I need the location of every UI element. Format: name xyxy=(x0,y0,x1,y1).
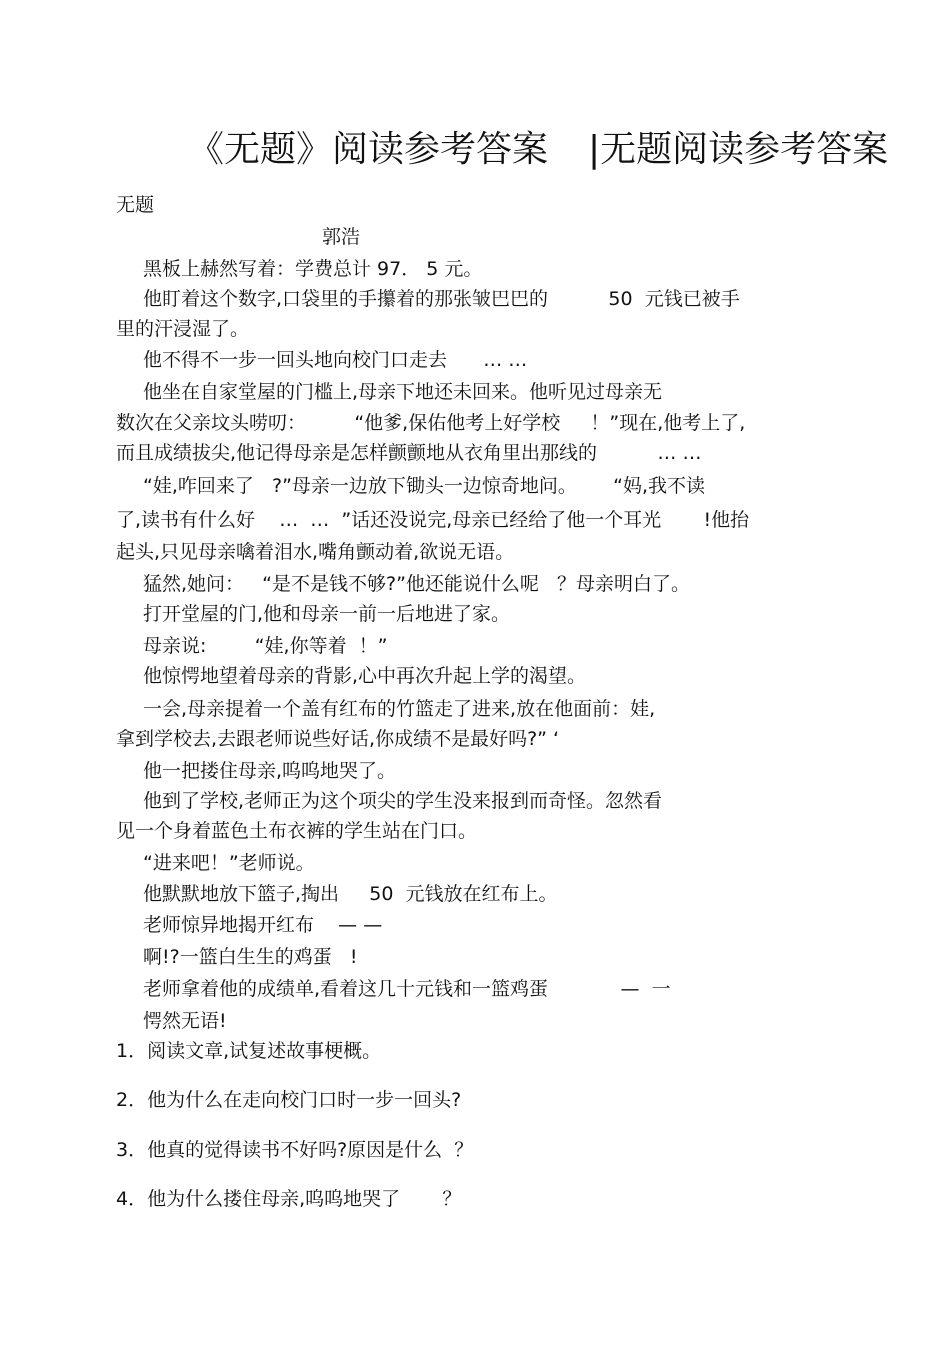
body-line: 里的汗浸湿了。 xyxy=(116,318,250,340)
body-line: 他一把搂住母亲,呜呜地哭了。 xyxy=(143,760,397,782)
question-item: 4．他为什么搂住母亲,呜呜地哭了 ？ xyxy=(116,1188,462,1210)
body-line: 拿到学校去,去跟老师说些好话,你成绩不是最好吗?” ‘ xyxy=(116,728,560,750)
body-line: 他不得不一步一回头地向校门口走去 … … xyxy=(143,349,528,371)
body-line: 老师惊异地揭开红布 — — xyxy=(143,914,383,936)
body-line: 猛然,她问： “是不是钱不够?”他还能说什么呢 ？母亲明白了。 xyxy=(143,573,691,595)
page-title-part-1: 《无题》阅读参考答案 xyxy=(188,129,549,170)
body-line: 了,读书有什么好 … … ”话还没说完,母亲已经给了他一个耳光 !他抬 xyxy=(116,509,750,531)
question-item: 3．他真的觉得读书不好吗?原因是什么 ？ xyxy=(116,1139,474,1161)
body-line: 他惊愕地望着母亲的背影,心中再次升起上学的渴望。 xyxy=(143,665,587,687)
question-item: 1．阅读文章,试复述故事梗概。 xyxy=(116,1040,382,1062)
body-line: 数次在父亲坟头唠叨： “他爹,保佑他考上好学校 ！”现在,他考上了, xyxy=(116,412,746,434)
body-line: 打开堂屋的门,他和母亲一前一后地进了家。 xyxy=(143,603,511,625)
body-line: “娃,咋回来了 ?”母亲一边放下锄头一边惊奇地问。 “妈,我不读 xyxy=(143,475,706,497)
page-title-part-2: |无题阅读参考答案 xyxy=(588,129,889,170)
body-line: 一会,母亲提着一个盖有红布的竹篮走了进来,放在他面前：娃, xyxy=(143,698,656,720)
question-item: 2．他为什么在走向校门口时一步一回头? xyxy=(116,1089,462,1111)
body-line: 起头,只见母亲噙着泪水,嘴角颤动着,欲说无语。 xyxy=(116,541,515,563)
author-name: 郭浩 xyxy=(322,226,361,248)
body-line: 老师拿着他的成绩单,看着这几十元钱和一篮鸡蛋 — 一 xyxy=(143,978,671,1000)
body-line: 见一个身着蓝色土布衣裤的学生站在门口。 xyxy=(116,820,478,842)
body-line: 而且成绩拔尖,他记得母亲是怎样颤颤地从衣角里出那线的 … … xyxy=(116,442,702,464)
body-line: 黑板上赫然写着：学费总计 97． 5 元。 xyxy=(143,258,483,280)
body-line: “进来吧！”老师说。 xyxy=(143,852,315,874)
body-line: 啊!?一篮白生生的鸡蛋 ! xyxy=(143,946,358,968)
body-line: 他盯着这个数字,口袋里的手攥着的那张皱巴巴的 50 元钱已被手 xyxy=(143,288,740,310)
body-line: 他到了学校,老师正为这个项尖的学生没来报到而奇怪。忽然看 xyxy=(143,790,663,812)
article-title: 无题 xyxy=(116,194,155,216)
body-line: 愕然无语! xyxy=(143,1010,227,1032)
body-line: 母亲说: “娃,你等着 ！” xyxy=(143,635,388,657)
body-line: 他默默地放下篮子,掏出 50 元钱放在红布上。 xyxy=(143,883,558,905)
body-line: 他坐在自家堂屋的门槛上,母亲下地还未回来。他听见过母亲无 xyxy=(143,381,663,403)
